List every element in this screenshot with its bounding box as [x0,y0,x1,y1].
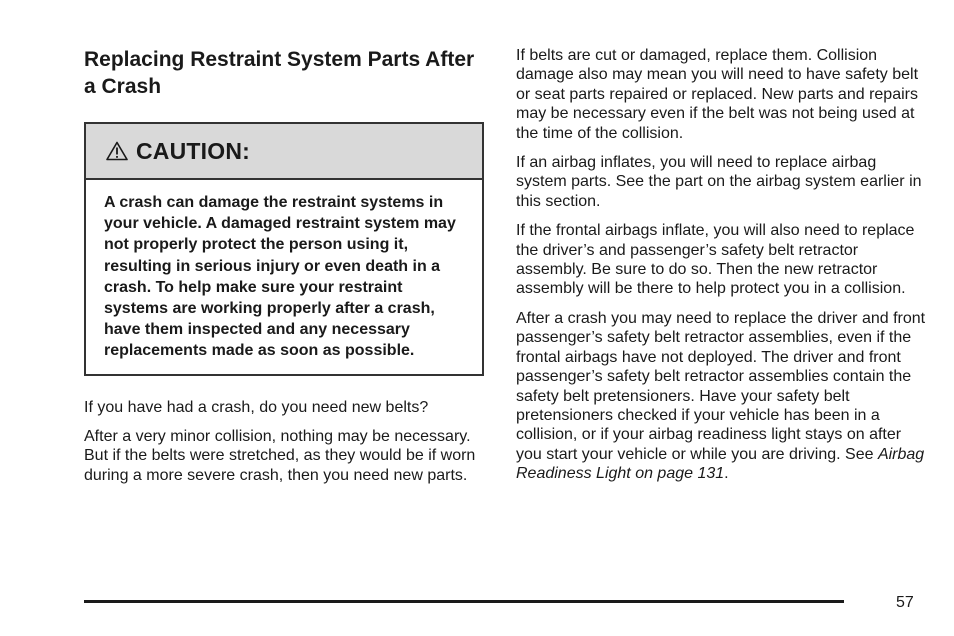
caution-title: CAUTION: [136,137,251,164]
paragraph [516,309,926,484]
left-paragraphs [84,398,486,486]
paragraph: If the frontal airbags inflate, you will also need to replace the driver’s and passenger’s safety belt retractor assembly. Be sure to do so. Then the new retractor assembly will be there to help protect you in a collision. [516,222,915,298]
left-column [84,46,486,495]
page-reference-link[interactable]: Airbag Readiness Light on page 131 [516,445,925,483]
right-column [516,46,926,494]
caution-text: A crash can damage the restraint systems in your vehicle. A damaged restraint system may not properly protect the person using it, resulting in serious injury or even death in a crash. To help make sure your restraint systems are working properly after a crash, have them inspected and any necessary replacements made as soon as possible. [104,194,456,360]
paragraph-text: After a crash you may need to replace the driver and front passenger’s safety belt retractor assemblies, even if the frontal airbags have not deployed. The driver and front passenger’s safety belt retractor assemblies contain the safety belt pretensioners. Have your safety belt pretensioners checked if your vehicle has been in a collision, or if your airbag readiness light stays on after you start your vehicle or while you are driving. See [516,309,926,463]
caution-header [86,124,482,180]
warning-triangle-icon [106,141,128,161]
footer-divider [84,600,844,603]
section-heading: Replacing Restraint System Parts After a Crash [84,48,475,98]
paragraph: If belts are cut or damaged, replace them. Collision damage also may mean you will need to have safety belt or seat parts repaired or replaced. New parts and repairs may be necessary even if the belt was not being used at the time of the collision. [516,47,919,142]
caution-box [84,122,484,376]
paragraph: If an airbag inflates, you will need to replace airbag system parts. See the part on the airbag system earlier in this section. [516,154,922,210]
page-number: 57 [896,594,914,611]
paragraph-end: . [724,465,729,483]
paragraph: If you have had a crash, do you need new belts? [84,398,429,416]
paragraph: After a very minor collision, nothing may be necessary. But if the belts were stretched, as they would be if worn during a more severe crash, then you need new parts. [84,428,476,484]
